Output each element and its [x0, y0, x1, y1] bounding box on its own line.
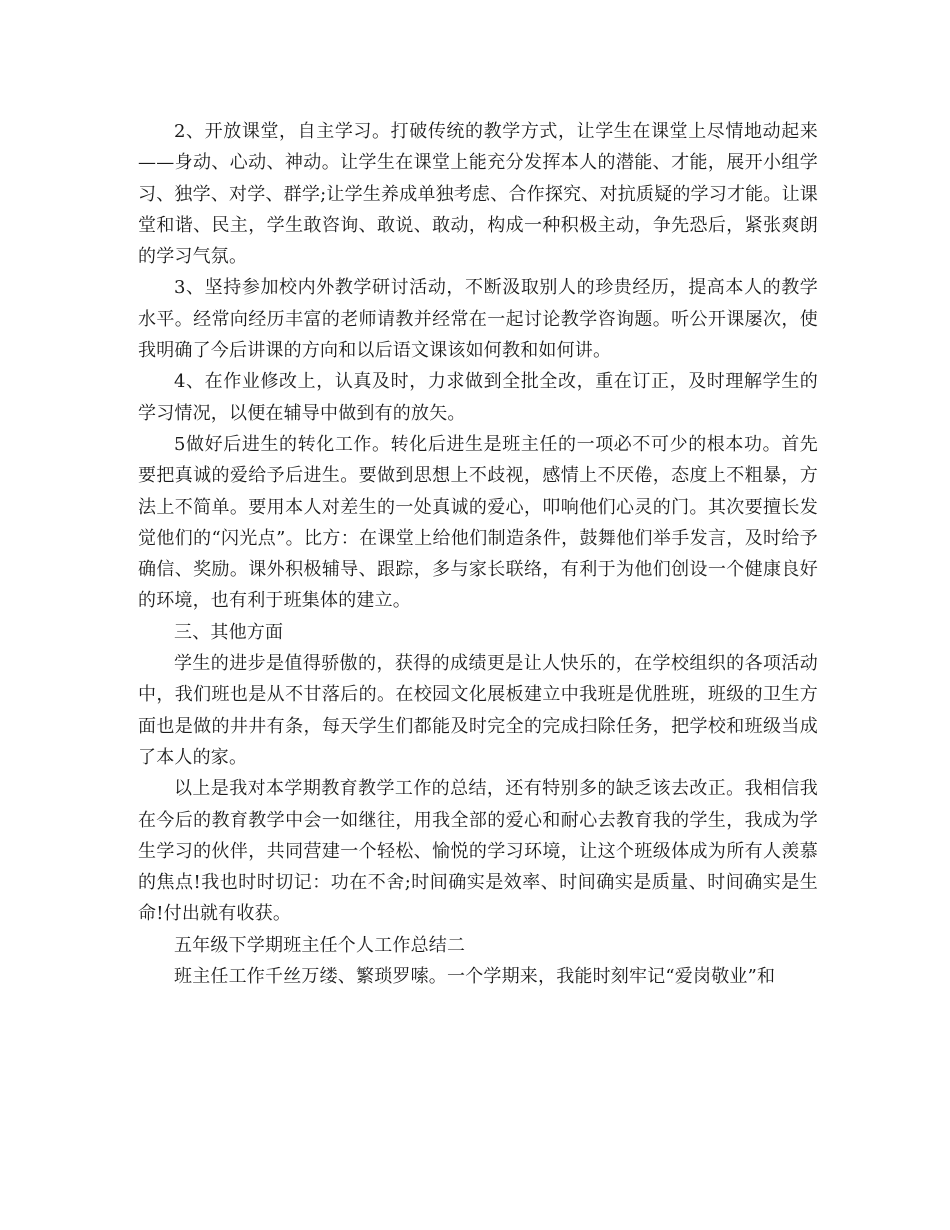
paragraph-teaching-research: 3、坚持参加校内外教学研讨活动，不断汲取别人的珍贵经历，提高本人的教学水平。经常向经历丰富的老师请教并经常在一起讨论教学咨询题。听公开课屡次，使我明确了今后讲课的方向和以后语文课该如何教和如何讲。 [138, 277, 818, 362]
paragraph-summary: 以上是我对本学期教育教学工作的总结，还有特别多的缺乏该去改正。我相信我在今后的教育教学中会一如继往，用我全部的爱心和耐心去教育我的学生，我成为学生学习的伙伴，共同营建一个轻松、愉悦的学习环境，让这个班级体成为所有人羡慕的焦点!我也时时切记：功在不舍;时间确实是效率、时间确实是质量、时间确实是生命!付出就有收获。 [138, 778, 818, 925]
section-heading-other-aspects: 三、其他方面 [174, 621, 284, 643]
section-heading-summary-two: 五年级下学期班主任个人工作总结二 [174, 934, 466, 956]
paragraph-homework-correction: 4、在作业修改上，认真及时，力求做到全批全改，重在订正，及时理解学生的学习情况，以便在辅导中做到有的放矢。 [138, 371, 818, 424]
paragraph-struggling-students: 5做好后进生的转化工作。转化后进生是班主任的一项必不可少的根本功。首先要把真诚的爱给予后进生。要做到思想上不歧视，感情上不厌倦，态度上不粗暴，方法上不简单。要用本人对差生的一处真诚的爱心，叩响他们心灵的门。其次要擅长发觉他们的“闪光点”。比方：在课堂上给他们制造条件，鼓舞他们举手发言，及时给予确信、奖励。课外积极辅导、跟踪，多与家长联络，有利于为他们创设一个健康良好的环境，也有利于班集体的建立。 [138, 433, 818, 612]
paragraph-open-classroom: 2、开放课堂，自主学习。打破传统的教学方式，让学生在课堂上尽情地动起来——身动、心动、神动。让学生在课堂上能充分发挥本人的潜能、才能，展开小组学习、独学、对学、群学;让学生养成单独考虑、合作探究、对抗质疑的学习才能。让课堂和谐、民主，学生敢咨询、敢说、敢动，构成一种积极主动，争先恐后，紧张爽朗的学习气氛。 [138, 121, 818, 268]
paragraph-class-achievements: 学生的进步是值得骄傲的，获得的成绩更是让人快乐的，在学校组织的各项活动中，我们班也是从不甘落后的。在校园文化展板建立中我班是优胜班，班级的卫生方面也是做的井井有条，每天学生们都能及时完全的完成扫除任务，把学校和班级当成了本人的家。 [138, 653, 818, 768]
document-body [138, 116, 818, 992]
paragraph-summary-two-intro: 班主任工作千丝万缕、繁琐罗嗦。一个学期来，我能时刻牢记“爱岗敬业”和 [174, 966, 776, 988]
